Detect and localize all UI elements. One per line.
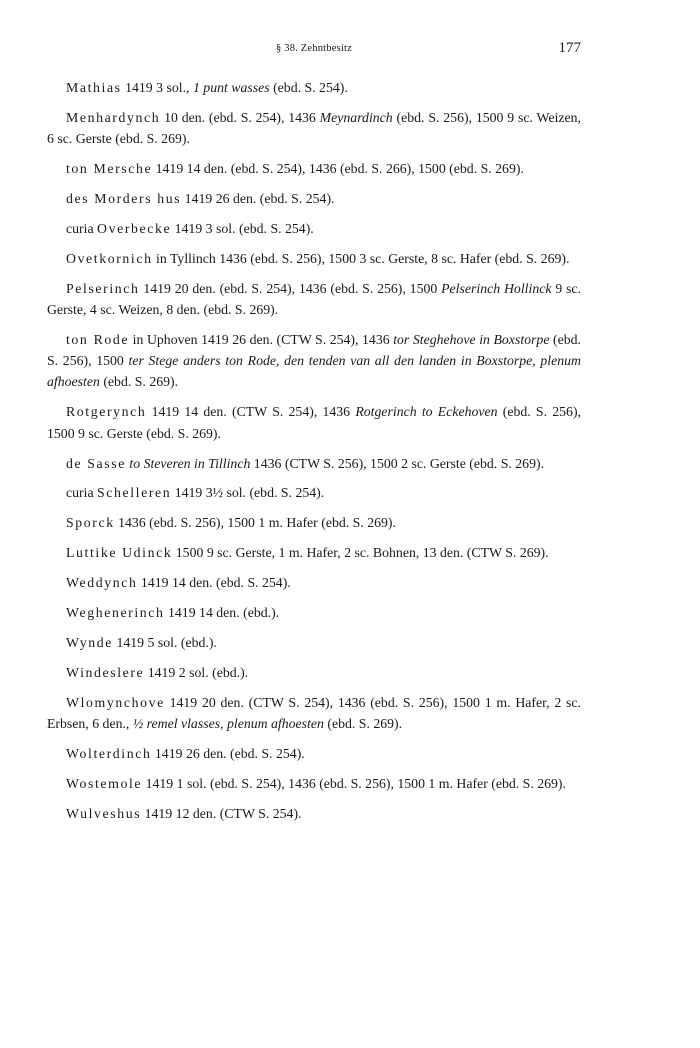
entry-text: 1419 14 den. (CTW S. 254), 1436 — [146, 404, 356, 420]
entry-quote: ½ remel vlasses, plenum afhoesten — [132, 715, 324, 731]
entry-name: Sporck — [66, 515, 115, 531]
entry-text: curia — [66, 220, 98, 236]
entry-text: (ebd. S. 256), 1500 9 sc. Gerste (ebd. S. 269). — [47, 404, 581, 441]
entry-name: Windeslere — [66, 664, 145, 680]
entry-name: Rotgerynch — [66, 404, 147, 420]
entry-name: des Morders hus — [66, 190, 182, 206]
entry-text: 1436 (CTW S. 256), 1500 2 sc. Gerste (ebd. S. 269). — [250, 455, 545, 471]
entry-text: 1419 12 den. (CTW S. 254). — [141, 805, 302, 821]
entry-text: (ebd. S. 254). — [269, 80, 348, 95]
entry-text: (ebd. S. 269). — [323, 715, 403, 731]
entry-name: Wynde — [66, 634, 114, 650]
entry-text: 1436 (ebd. S. 256), 1500 1 m. Hafer (ebd. S. 269). — [114, 515, 396, 531]
entry-paragraph — [47, 803, 581, 824]
entry-paragraph — [47, 662, 581, 683]
entry-name: Weghenerinch — [66, 604, 165, 620]
entry-paragraph — [47, 107, 581, 150]
entry-paragraph — [47, 158, 581, 179]
entry-name: Wolterdinch — [66, 745, 152, 761]
entry-name: Ovetkornich — [66, 250, 153, 266]
entry-name: de Sasse — [66, 455, 126, 471]
entry-quote: ter Stege anders ton Rode, den tenden van all den landen in Boxstorpe, plenum afhoesten — [47, 353, 581, 390]
entry-text: (ebd. S. 269). — [99, 374, 179, 390]
entry-text: 1419 3 sol., — [121, 80, 193, 95]
entry-paragraph — [47, 602, 581, 623]
entry-quote: Meynardinch — [319, 109, 393, 125]
entry-text: 9 sc. Gerste, 4 sc. Weizen, 8 den. (ebd. S. 269). — [47, 280, 581, 317]
entry-name: Wlomynchove — [66, 694, 165, 710]
entry-text: (ebd. S. 256), 1500 9 sc. Weizen, 6 sc. Gerste (ebd. S. 269). — [47, 109, 582, 147]
entry-name: Weddynch — [66, 575, 138, 591]
entry-paragraph — [47, 401, 581, 444]
entry-name: Menhardynch — [66, 109, 161, 125]
entry-text: in Tyllinch 1436 (ebd. S. 256), 1500 3 sc. Gerste, 8 sc. Hafer (ebd. S. 269). — [152, 250, 570, 266]
entry-name: Overbecke — [97, 220, 172, 236]
entry-paragraph — [47, 572, 581, 593]
entry-paragraph — [47, 773, 581, 794]
entry-text: (ebd. S. 256), 1500 — [47, 331, 581, 369]
entry-paragraph — [47, 482, 581, 503]
entry-quote: 1 punt wasses — [192, 80, 270, 95]
entry-quote: Pelserinch Hollinck — [441, 280, 552, 296]
entry-text: 1419 20 den. (ebd. S. 254), 1436 (ebd. S. 256), 1500 — [139, 280, 442, 296]
entry-list — [47, 77, 581, 832]
entry-paragraph — [47, 248, 581, 269]
entry-name: Wulveshus — [66, 805, 142, 821]
entry-text: 1419 5 sol. (ebd.). — [113, 634, 217, 650]
entry-paragraph — [47, 278, 581, 321]
page-number: 177 — [558, 40, 581, 56]
entry-name: Schelleren — [97, 485, 172, 501]
entry-text: 10 den. (ebd. S. 254), 1436 — [160, 109, 320, 125]
entry-paragraph — [47, 453, 581, 474]
entry-text: 1419 26 den. (ebd. S. 254). — [151, 745, 305, 761]
entry-text: curia — [66, 485, 98, 501]
entry-text: 1419 3 sol. (ebd. S. 254). — [171, 220, 314, 236]
entry-text: 1419 20 den. (CTW S. 254), 1436 (ebd. S. 256), 1500 1 m. Hafer, 2 sc. Erbsen, 6 den., — [47, 694, 581, 731]
entry-name: ton Mersche — [66, 161, 153, 177]
entry-text: 1419 14 den. (ebd. S. 254). — [137, 575, 291, 591]
entry-name: Mathias — [66, 80, 122, 95]
entry-quote: tor Steghehove in Boxstorpe — [393, 331, 550, 347]
entry-paragraph — [47, 329, 581, 393]
entry-paragraph — [47, 77, 581, 98]
entry-text: 1419 1 sol. (ebd. S. 254), 1436 (ebd. S. 256), 1500 1 m. Hafer (ebd. S. 269). — [142, 775, 566, 791]
entry-name: Wostemole — [66, 775, 143, 791]
entry-paragraph — [47, 632, 581, 653]
entry-name: ton Rode — [66, 331, 130, 347]
entry-paragraph — [47, 692, 581, 735]
entry-paragraph — [47, 512, 581, 533]
entry-paragraph — [47, 542, 581, 563]
entry-name: Pelserinch — [66, 280, 140, 296]
entry-text: 1500 9 sc. Gerste, 1 m. Hafer, 2 sc. Bohnen, 13 den. (CTW S. 269). — [172, 545, 549, 561]
entry-paragraph — [47, 218, 581, 239]
entry-text: 1419 3½ sol. (ebd. S. 254). — [171, 485, 325, 501]
entry-quote: Rotgerinch to Eckehoven — [355, 404, 498, 420]
entry-text: in Uphoven 1419 26 den. (CTW S. 254), 1436 — [129, 331, 394, 347]
entry-text: 1419 26 den. (ebd. S. 254). — [181, 190, 335, 206]
entry-quote: to Steveren in Tillinch — [129, 455, 251, 471]
entry-text: 1419 14 den. (ebd.). — [164, 604, 280, 620]
entry-name: Luttike Udinck — [66, 545, 173, 561]
entry-paragraph — [47, 188, 581, 209]
running-header — [47, 40, 581, 62]
entry-paragraph — [47, 743, 581, 764]
entry-text: 1419 2 sol. (ebd.). — [144, 664, 249, 680]
entry-text: 1419 14 den. (ebd. S. 254), 1436 (ebd. S. 266), 1500 (ebd. S. 269). — [152, 161, 524, 177]
running-title: § 38. Zehntbesitz — [275, 43, 352, 54]
